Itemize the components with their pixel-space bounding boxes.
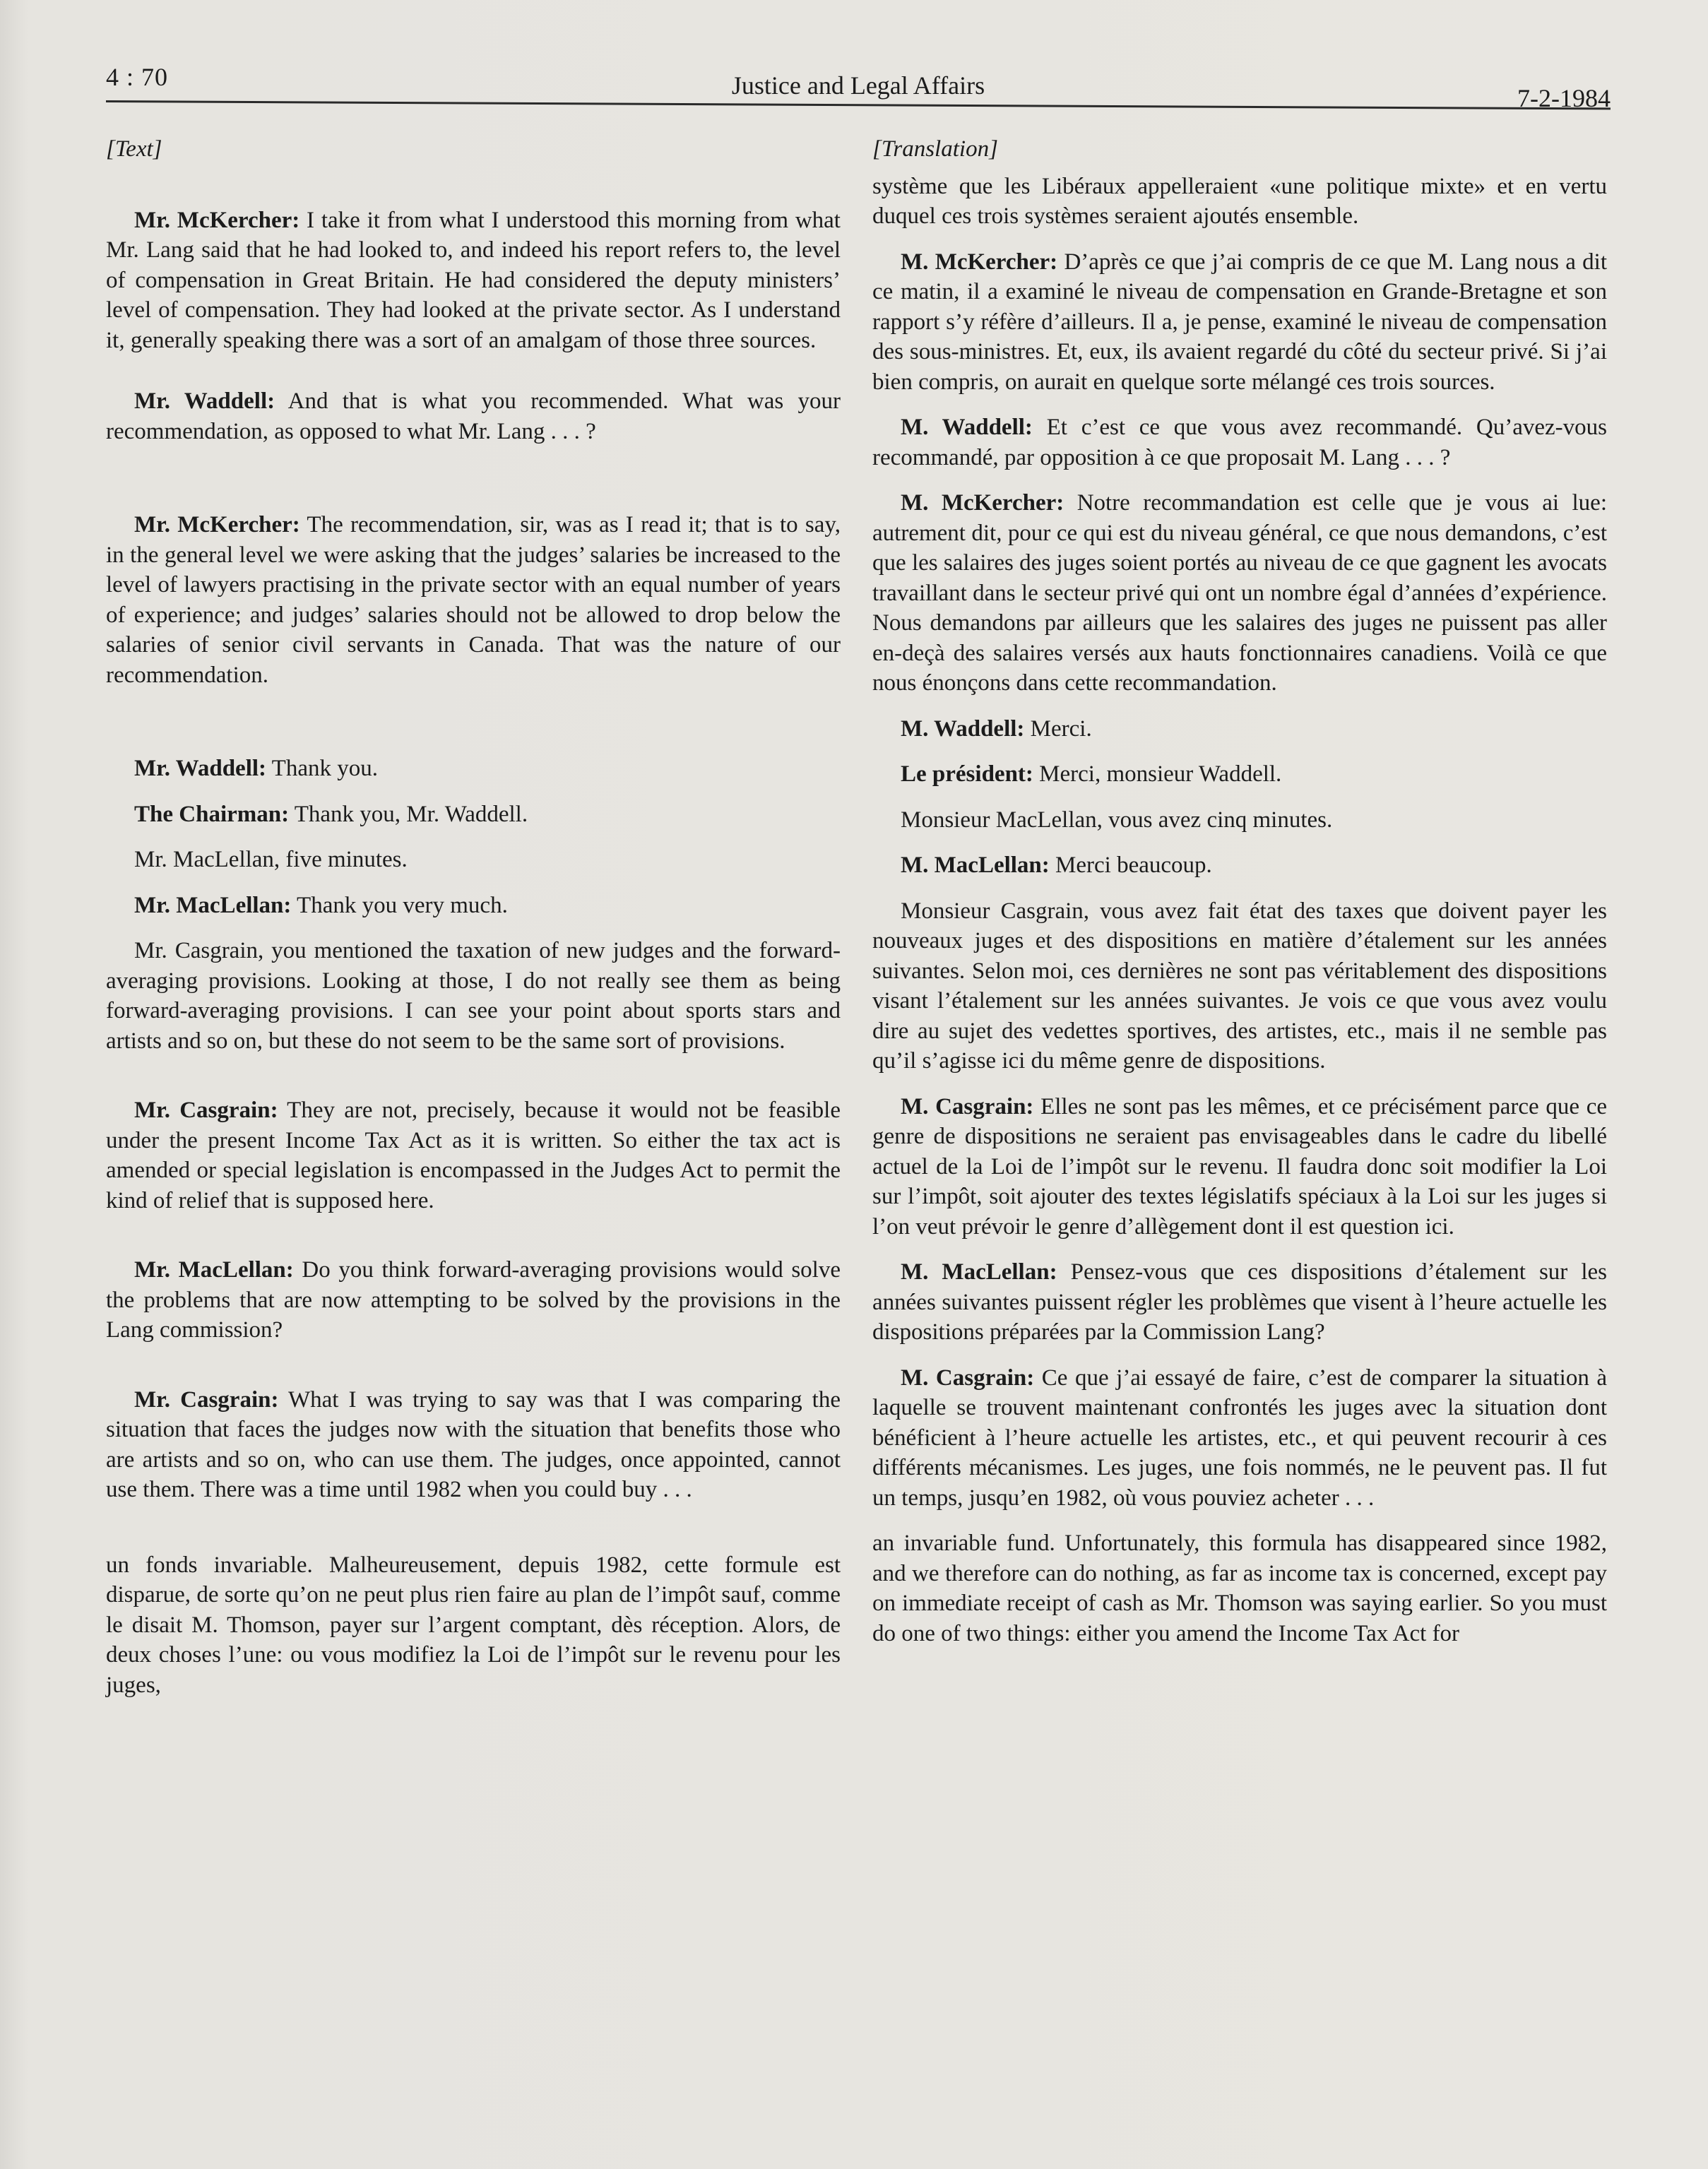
speaker-label: Mr. McKercher: xyxy=(134,512,300,537)
paragraph xyxy=(106,800,841,830)
paragraph xyxy=(872,172,1607,232)
paragraph xyxy=(106,510,841,690)
speaker-label: Mr. Casgrain: xyxy=(134,1098,278,1123)
paragraph xyxy=(872,850,1607,881)
paragraph-text: They are not, precisely, because it would not be feasible under the present Income Tax Act as it is written. So either the tax act is amended or special legislation is encompassed in the Judges Act to permit the kind of relief that is supposed here. xyxy=(106,1098,841,1213)
paragraph xyxy=(106,1385,841,1505)
paragraph xyxy=(106,1255,841,1345)
paragraph-text: Monsieur MacLellan, vous avez cinq minutes. xyxy=(901,807,1333,833)
paragraph-text: Mr. Casgrain, you mentioned the taxation of new judges and the forward-averaging provisions. Looking at those, I do not really see them as being forward-averaging provisions. I can see your point about sports stars and artists and so on, but these do not seem to be the same sort of provisions. xyxy=(106,938,841,1054)
paragraph-text: Mr. MacLellan, five minutes. xyxy=(134,847,408,872)
speaker-label: Mr. Waddell: xyxy=(134,388,275,414)
speaker-label: M. McKercher: xyxy=(901,490,1064,516)
paragraph xyxy=(106,845,841,875)
speaker-label: M. Casgrain: xyxy=(901,1365,1035,1391)
paragraph xyxy=(872,805,1607,836)
speaker-label: Mr. Waddell: xyxy=(134,756,267,781)
paragraph xyxy=(106,206,841,356)
paragraph-text: What I was trying to say was that I was comparing the situation that faces the judges now with the situation that benefits those who are artists and so on, who can use them. The judges, once appointed, cannot use them. There was a time until 1982 when you could buy . . . xyxy=(106,1386,841,1502)
paragraph-text: Et c’est ce que vous avez recommandé. Qu’avez-vous recommandé, par opposition à ce que proposait M. Lang . . . ? xyxy=(872,415,1607,470)
paragraph xyxy=(106,1550,841,1701)
paragraph-text: Thank you. xyxy=(266,756,378,781)
paragraph-text: Merci, monsieur Waddell. xyxy=(1033,761,1282,787)
paragraph-text: D’après ce que j’ai compris de ce que M. Lang nous a dit ce matin, il a examiné le niveau de compensation en Grande-Bretagne et son rapport s’y réfère d’ailleurs. Il a, je pense, examiné le niveau de compensation des sous-ministres. Et, eux, ils avaient regardé du côté du secteur privé. Si j’ai bien compris, on aurait en quelque sorte mélangé ces trois sources. xyxy=(872,249,1607,395)
running-title: Justice and Legal Affairs xyxy=(731,71,985,100)
paragraph xyxy=(872,1257,1607,1348)
speaker-label: The Chairman: xyxy=(134,801,290,827)
paragraph-text: système que les Libéraux appelleraient «une politique mixte» et en vertu duquel ces trois systèmes seraient ajoutés ensemble. xyxy=(872,173,1607,229)
paragraph-text: Merci. xyxy=(1024,715,1092,742)
paragraph-text: I take it from what I understood this morning from what Mr. Lang said that he had looked to, and indeed his report refers to, the level of compensation in Great Britain. He had considered the deputy ministers’ level of compensation. They had looked at the private sector. As I understand it, generally speaking there was a sort of an amalgam of those three sources. xyxy=(106,207,841,353)
paragraph xyxy=(106,754,841,784)
paragraph-text: Thank you very much. xyxy=(291,892,508,918)
paragraph-text: Elles ne sont pas les mêmes, et ce précisément parce que ce genre de dispositions ne seraient pas envisageables dans le cadre du libellé actuel de la Loi de l’impôt sur le revenu. Il faudra donc soit modifier la Loi sur l’impôt, soit ajouter des textes législatifs spéciaux à la Loi sur les juges si l’on veut prévoir le genre d’allègement dont il est question ici. xyxy=(872,1093,1608,1240)
paragraph xyxy=(872,488,1607,699)
paragraph xyxy=(872,714,1607,744)
paragraph-text: Notre recommandation est celle que je vous ai lue: autrement dit, pour ce qui est du niveau général, ce que nous demandons, c’est que les salaires des juges soient portés au niveau de ce que gagnent les avocats travaillant dans le secteur privé qui ont un nombre égal d’années d’expérience. Nous demandons par ailleurs que les salaires des juges ne puissent pas aller en-deçà des salaires versés aux hauts fonctionnaires canadiens. Voilà ce que nous énonçons dans cette recommandation. xyxy=(872,490,1607,696)
speaker-label: Mr. MacLellan: xyxy=(134,1257,294,1283)
paragraph xyxy=(106,891,841,921)
speaker-label: M. Waddell: xyxy=(901,715,1025,742)
speaker-label: Mr. McKercher: xyxy=(134,207,300,233)
right-column xyxy=(872,134,1607,1664)
paragraph xyxy=(106,1095,841,1216)
paragraph-text: un fonds invariable. Malheureusement, depuis 1982, cette formule est disparue, de sorte qu’on ne peut plus rien faire au plan de l’impôt sauf, comme le disait M. Thomson, payer sur l’argent comptant, dès réception. Alors, de deux choses l’une: ou vous modifiez la Loi de l’impôt sur le revenu pour les juges, xyxy=(106,1552,841,1698)
speaker-label: Mr. Casgrain: xyxy=(134,1386,279,1413)
speaker-label: M. MacLellan: xyxy=(901,852,1050,878)
header-date: 7-2-1984 xyxy=(1517,84,1611,112)
speaker-label: Mr. MacLellan: xyxy=(134,892,292,918)
paragraph-text: And that is what you recommended. What was your recommendation, as opposed to what Mr. Lang . . . ? xyxy=(106,388,841,444)
speaker-label: M. Casgrain: xyxy=(901,1093,1034,1119)
left-column xyxy=(106,134,841,1716)
paragraph-text: Merci beaucoup. xyxy=(1049,852,1212,878)
paragraph-text: Thank you, Mr. Waddell. xyxy=(289,801,528,827)
paragraph xyxy=(872,896,1607,1076)
translation-tag: [Translation] xyxy=(872,136,998,162)
paragraph xyxy=(872,1092,1607,1242)
paragraph xyxy=(106,386,841,446)
paragraph xyxy=(872,1363,1607,1514)
speaker-label: M. McKercher: xyxy=(901,249,1058,275)
page-number: 4 : 70 xyxy=(106,63,169,91)
paragraph xyxy=(872,1528,1607,1648)
paragraph-text: Do you think forward-averaging provisions would solve the problems that are now attempting to be solved by the provisions in the Lang commission? xyxy=(106,1257,841,1343)
paragraph-text: an invariable fund. Unfortunately, this formula has disappeared since 1982, and we therefore can do nothing, as far as income tax is concerned, except pay on immediate receipt of cash as Mr. Thomson was saying earlier. So you must do one of two things: either you amend the Income Tax Act for xyxy=(872,1531,1607,1646)
paragraph-text: Ce que j’ai essayé de faire, c’est de comparer la situation à laquelle se trouvent maintenant confrontés les juges avec la situation dont bénéficient à l’heure actuelle les artistes, etc., et qui peuvent recourir à ces différents mécanismes. Les juges, une fois nommés, ne le peuvent pas. Il fut un temps, jusqu’en 1982, où vous pouviez acheter . . . xyxy=(872,1365,1607,1511)
text-tag: [Text] xyxy=(106,136,162,162)
paragraph xyxy=(872,412,1607,473)
paragraph xyxy=(872,247,1607,398)
speaker-label: M. Waddell: xyxy=(901,415,1033,440)
paragraph-text: Pensez-vous que ces dispositions d’étalement sur les années suivantes puissent régler les problèmes que visent à l’heure actuelle les dispositions préparées par la Commission Lang? xyxy=(872,1259,1607,1345)
speaker-label: Le président: xyxy=(901,761,1033,787)
speaker-label: M. MacLellan: xyxy=(901,1259,1057,1285)
paragraph xyxy=(106,936,841,1056)
paragraph-text: Monsieur Casgrain, vous avez fait état des taxes que doivent payer les nouveaux juges et des dispositions en matière d’étalement sur les années suivantes. Selon moi, ces dernières ne sont pas véritablement des dispositions visant l’étalement sur les années suivantes. Je vois ce que vous avez voulu dire au sujet des vedettes sportives, des artistes, etc., mais il ne semble pas qu’il s’agisse ici du même genre de dispositions. xyxy=(872,898,1607,1074)
paragraph-text: The recommendation, sir, was as I read it; that is to say, in the general level we were asking that the judges’ salaries be increased to the level of lawyers practising in the private sector with an equal number of years of experience; and judges’ salaries should not be allowed to drop below the salaries of senior civil servants in Canada. That was the nature of our recommendation. xyxy=(106,512,841,688)
paragraph xyxy=(872,759,1607,790)
